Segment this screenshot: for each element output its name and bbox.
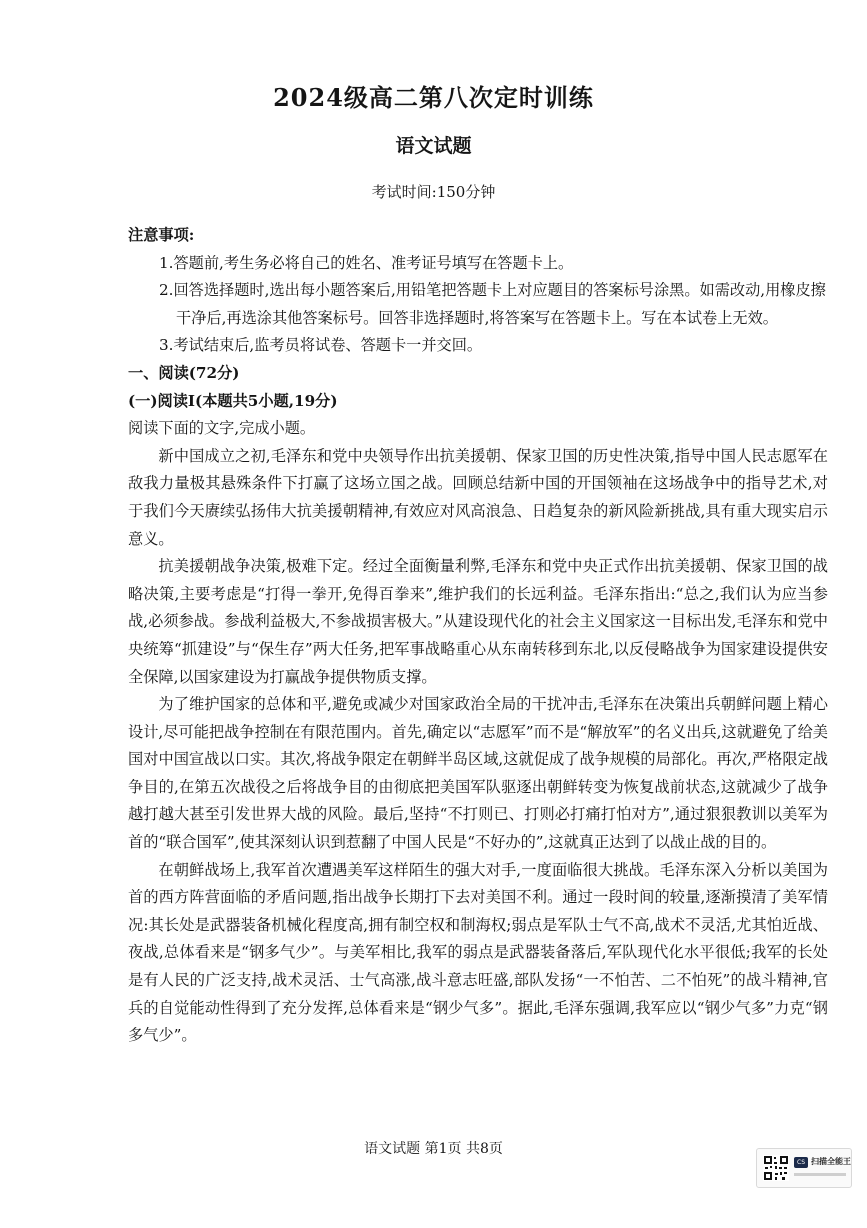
passage-paragraph-2: 抗美援朝战争决策,极难下定。经过全面衡量利弊,毛泽东和党中央正式作出抗美援朝、保家卫国的战略决策,主要考虑是“打得一拳开,免得百拳来”,维护我们的长远利益。毛泽东指出:“总之,我们认为应当参战,必须参战。参战利益极大,不参战损害极大。”从建设现代化的社会主义国家这一目标出发,毛泽东和党中央统筹“抓建设”与“保生存”两大任务,把军事战略重心从东南转移到东北,以反侵略战争为国家建设提供安全保障,以国家建设为打赢战争提供物质支撑。 — [128, 557, 828, 686]
scanner-caption — [794, 1173, 846, 1176]
section-heading: 一、阅读(72分) — [128, 363, 240, 382]
exam-body — [128, 222, 828, 1050]
scanner-watermark — [756, 1148, 852, 1188]
passage-paragraph-1: 新中国成立之初,毛泽东和党中央领导作出抗美援朝、保家卫国的历史性决策,指导中国人民志愿军在敌我力量极其悬殊条件下打赢了这场立国之战。回顾总结新中国的开国领袖在这场战争中的指导艺术,对于我们今天赓续弘扬伟大抗美援朝精神,有效应对风高浪急、日趋复杂的新风险新挑战,具有重大现实启示意义。 — [128, 446, 828, 548]
exam-subject: 语文试题 — [395, 135, 472, 157]
notice-item-1: 1.答题前,考生务必将自己的姓名、准考证号填写在答题卡上。 — [159, 253, 574, 272]
passage-paragraph-3: 为了维护国家的总体和平,避免或减少对国家政治全局的干扰冲击,毛泽东在决策出兵朝鲜问题上精心设计,尽可能把战争控制在有限范围内。首先,确定以“志愿军”而不是“解放军”的名义出兵,这就避免了给美国对中国宣战以口实。其次,将战争限定在朝鲜半岛区域,这就促成了战争规模的局部化。再次,严格限定战争目的,在第五次战役之后将战争目的由彻底把美国军队驱逐出朝鲜转变为恢复战前状态,这就减少了战争越打越大甚至引发世界大战的风险。最后,坚持“不打则已、打则必打痛打怕对方”,通过狠狠教训以美军为首的“联合国军”,使其深刻认识到惹翻了中国人民是“不好办的”,这就真正达到了以战止战的目的。 — [128, 695, 828, 852]
notice-item-3: 3.考试结束后,监考员将试卷、答题卡一并交回。 — [159, 336, 483, 355]
notice-heading: 注意事项: — [128, 226, 195, 244]
page-footer: 语文试题 第1页 共8页 — [364, 1141, 503, 1157]
scanner-app-name: 扫描全能王 — [811, 1157, 851, 1166]
exam-title: 2024级高二第八次定时训练 — [273, 83, 594, 112]
scanner-logo: CS — [794, 1157, 808, 1168]
exam-duration: 考试时间:150分钟 — [371, 183, 496, 201]
qr-code-icon — [763, 1155, 789, 1181]
passage-paragraph-4: 在朝鲜战场上,我军首次遭遇美军这样陌生的强大对手,一度面临很大挑战。毛泽东深入分析以美国为首的西方阵营面临的矛盾问题,指出战争长期打下去对美国不利。通过一段时间的较量,逐渐摸清了美军情况:其长处是武器装备机械化程度高,拥有制空权和制海权;弱点是军队士气不高,战术不灵活,尤其怕近战、夜战,总体看来是“钢多气少”。与美军相比,我军的弱点是武器装备落后,军队现代化水平很低;我军的长处是有人民的广泛支持,战术灵活、士气高涨,战斗意志旺盛,部队发扬“一不怕苦、二不怕死”的战斗精神,官兵的自觉能动性得到了充分发挥,总体看来是“钢少气多”。据此,毛泽东强调,我军应以“钢少气多”力克“钢多气少”。 — [128, 860, 828, 1045]
subsection-heading: (一)阅读Ⅰ(本题共5小题,19分) — [128, 391, 338, 410]
reading-instruction: 阅读下面的文字,完成小题。 — [128, 419, 316, 438]
notice-item-2: 2.回答选择题时,选出每小题答案后,用铅笔把答题卡上对应题目的答案标号涂黑。如需改动,用橡皮擦干净后,再选涂其他答案标号。回答非选择题时,将答案写在答题卡上。写在本试卷上无效。 — [159, 281, 826, 327]
